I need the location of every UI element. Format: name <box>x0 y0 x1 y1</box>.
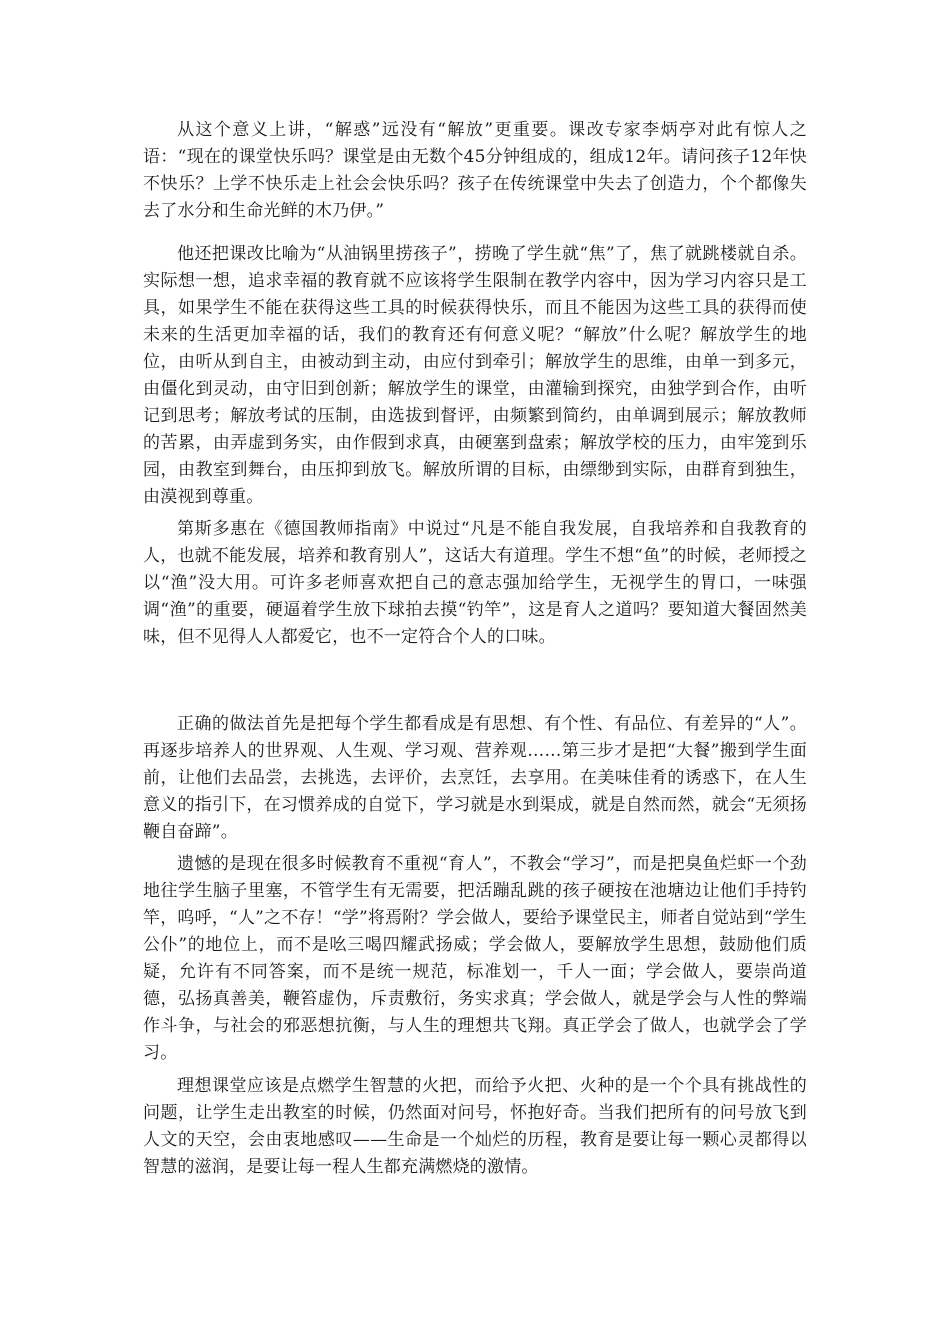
paragraph-1: 从这个意义上讲，“解惑”远没有“解放”更重要。课改专家李炳亭对此有惊人之语：“现在的课堂快乐吗？课堂是由无数个45分钟组成的，组成12年。请问孩子12年快不快乐？上学不快乐走上社会会快乐吗？孩子在传统课堂中失去了创造力，个个都像失去了水分和生命光鲜的木乃伊。” <box>143 120 807 221</box>
paragraph-4: 正确的做法首先是把每个学生都看成是有思想、有个性、有品位、有差异的“人”。再逐步培养人的世界观、人生观、学习观、营养观……第三步才是把“大餐”搬到学生面前，让他们去品尝，去挑选，去评价，去烹饪，去享用。在美味佳肴的诱惑下，在人生意义的指引下，在习惯养成的自觉下，学习就是水到渠成，就是自然而然，就会“无须扬鞭自奋蹄”。 <box>143 714 807 842</box>
paragraph-6: 理想课堂应该是点燃学生智慧的火把，而给予火把、火种的是一个个具有挑战性的问题，让学生走出教室的时候，仍然面对问号，怀抱好奇。当我们把所有的问号放飞到人文的天空，会由衷地感叹——生命是一个灿烂的历程，教育是要让每一颗心灵都得以智慧的滋润，是要让每一程人生都充满燃烧的激情。 <box>143 1076 807 1177</box>
paragraph-3: 第斯多惠在《德国教师指南》中说过“凡是不能自我发展，自我培养和自我教育的人，也就不能发展，培养和教育别人”，这话大有道理。学生不想“鱼”的时候，老师授之以“渔”没大用。可许多老师喜欢把自己的意志强加给学生，无视学生的胃口，一味强调“渔”的重要，硬逼着学生放下球拍去摸“钓竿”，这是育人之道吗？要知道大餐固然美味，但不见得人人都爱它，也不一定符合个人的口味。 <box>143 519 807 647</box>
paragraph-5: 遗憾的是现在很多时候教育不重视“育人”，不教会“学习”，而是把臭鱼烂虾一个劲地往学生脑子里塞，不管学生有无需要，把活蹦乱跳的孩子硬按在池塘边让他们手持钓竿，呜呼，“人”之不存！“学”将焉附？学会做人，要给予课堂民主，师者自觉站到“学生公仆”的地位上，而不是吆三喝四耀武扬威；学会做人，要解放学生思想，鼓励他们质疑，允许有不同答案，而不是统一规范，标准划一，千人一面；学会做人，要崇尚道德，弘扬真善美，鞭笞虚伪，斥责敷衍，务实求真；学会做人，就是学会与人性的弊端作斗争，与社会的邪恶想抗衡，与人生的理想共飞翔。真正学会了做人，也就学会了学习。 <box>143 854 807 1063</box>
paragraph-2: 他还把课改比喻为“从油锅里捞孩子”，捞晚了学生就“焦”了，焦了就跳楼就自杀。实际想一想，追求幸福的教育就不应该将学生限制在教学内容中，因为学习内容只是工具，如果学生不能在获得这些工具的时候获得快乐，而且不能因为这些工具的获得而使未来的生活更加幸福的话，我们的教育还有何意义呢？“解放”什么呢？解放学生的地位，由听从到自主，由被动到主动，由应付到牵引；解放学生的思维，由单一到多元，由僵化到灵动，由守旧到创新；解放学生的课堂，由灌输到探究，由独学到合作，由听记到思考；解放考试的压制，由选拔到督评，由频繁到简约，由单调到展示；解放教师的苦累，由弄虚到务实，由作假到求真，由硬塞到盘索；解放学校的压力，由牢笼到乐园，由教室到舞台，由压抑到放飞。解放所谓的目标，由缥缈到实际，由群育到独生，由漠视到尊重。 <box>143 244 807 507</box>
